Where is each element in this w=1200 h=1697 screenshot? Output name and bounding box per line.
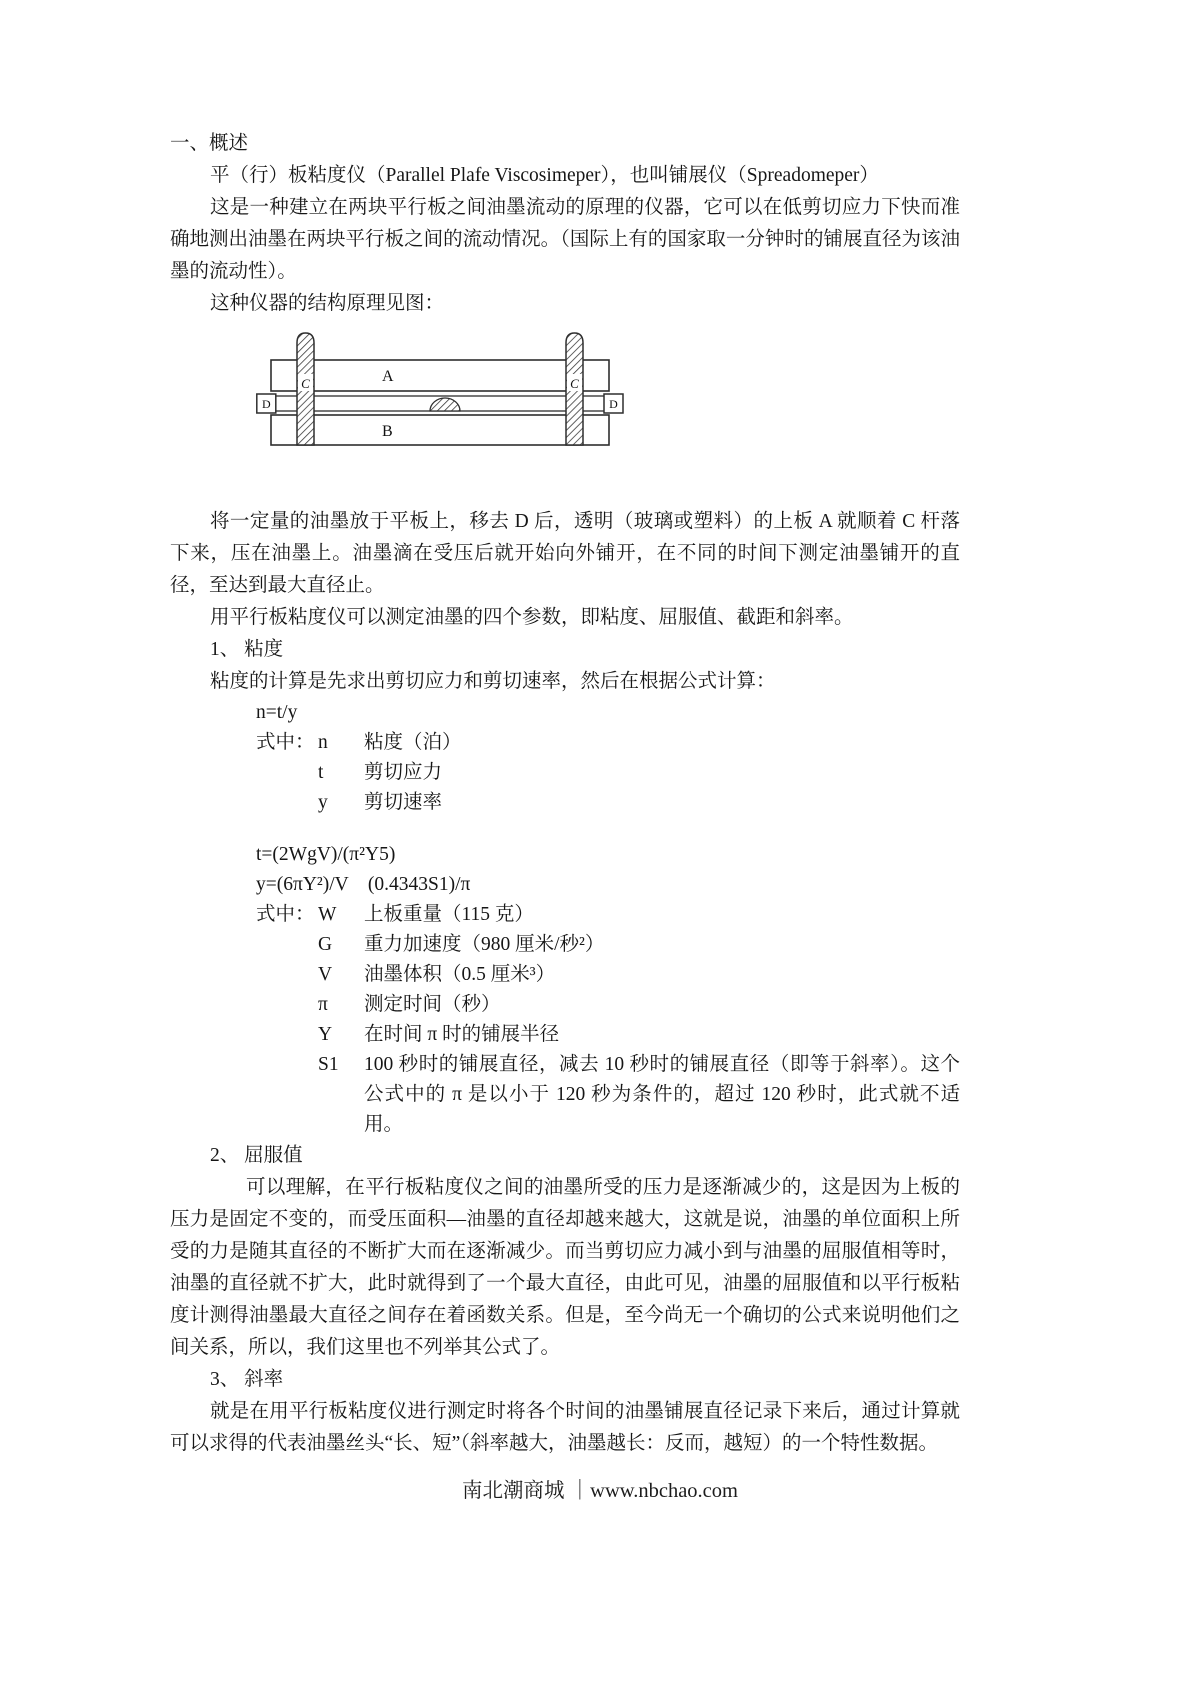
- para-parameters: 用平行板粘度仪可以测定油墨的四个参数，即粘度、屈服值、截距和斜率。: [209, 607, 854, 628]
- page-footer: [0, 1473, 1200, 1503]
- diagram-label-rod-right: C: [570, 376, 579, 391]
- formula-shear-rate: y=(6πY²)/V (0.4343S1)/π: [256, 874, 471, 895]
- subsection-heading-yield: 2、 屈服值: [209, 1145, 303, 1166]
- where-row: [256, 1020, 960, 1050]
- para-viscosity-intro: 粘度的计算是先求出剪切应力和剪切速率，然后在根据公式计算：: [209, 671, 776, 692]
- where-row: [256, 960, 960, 990]
- apparatus-figure: [256, 330, 624, 462]
- section-heading: 一、概述: [170, 133, 249, 154]
- bottom-plate-shape: [271, 415, 609, 445]
- where-row: [256, 758, 960, 788]
- diagram-label-rod-left: C: [301, 376, 310, 391]
- where-desc: 100 秒时的铺展直径，减去 10 秒时的铺展直径（即等于斜率）。这个公式中的 π 是以小于 120 秒为条件的，超过 120 秒时，此式就不适用。: [364, 1054, 960, 1135]
- where-symbol: S1: [318, 1054, 339, 1075]
- diagram-label-bottom-plate: B: [382, 423, 393, 440]
- where-prefix: [256, 1050, 318, 1140]
- diagram-label-pin-left: D: [261, 397, 271, 411]
- diagram-label-pin-right: D: [609, 397, 618, 411]
- where-prefix: [256, 1020, 318, 1050]
- where-prefix: [256, 758, 318, 788]
- where-prefix: [256, 990, 318, 1020]
- where-row: [256, 990, 960, 1020]
- where-symbol: t: [318, 762, 324, 783]
- where-symbol: π: [318, 994, 328, 1015]
- where-row: [256, 900, 960, 930]
- where-desc: 粘度（泊）: [364, 732, 462, 753]
- where-row: [256, 728, 960, 758]
- top-plate-shape: [271, 360, 609, 391]
- where-symbol: G: [318, 934, 333, 955]
- para-operation: 将一定量的油墨放于平板上，移去 D 后，透明（玻璃或塑料）的上板 A 就顺着 C 杆落下来，压在油墨上。油墨滴在受压后就开始向外铺开，在不同的时间下测定油墨铺开的直径，至达到最大直径止。: [170, 511, 960, 596]
- where-symbol: Y: [318, 1024, 333, 1045]
- where-desc: 测定时间（秒）: [364, 994, 501, 1015]
- diagram-label-top-plate: A: [382, 368, 394, 385]
- where-symbol: n: [318, 732, 328, 753]
- where-row: [256, 1050, 960, 1140]
- where-symbol: W: [318, 904, 337, 925]
- where-desc: 重力加速度（980 厘米/秒²）: [364, 934, 605, 955]
- where-prefix: [256, 960, 318, 990]
- apparatus-diagram: [256, 330, 624, 462]
- where-symbol: V: [318, 964, 333, 985]
- para-slope: 就是在用平行板粘度仪进行测定时将各个时间的油墨铺展直径记录下来后，通过计算就可以求得的代表油墨丝头“长、短”（斜率越大，油墨越长：反而，越短）的一个特性数据。: [170, 1401, 960, 1454]
- subsection-heading-viscosity: 1、 粘度: [209, 639, 284, 660]
- formula-block-viscosity: [256, 698, 960, 1140]
- where-row: [256, 930, 960, 960]
- para-figure-intro: 这种仪器的结构原理见图：: [209, 293, 444, 314]
- formula-viscosity: n=t/y: [256, 702, 298, 723]
- formula-shear-stress: t=(2WgV)/(π²Y5): [256, 844, 396, 865]
- where-desc: 剪切速率: [364, 792, 443, 813]
- footer-text: 南北潮商城 ｜www.nbchao.com: [462, 1480, 738, 1502]
- where-symbol: y: [318, 792, 328, 813]
- document-body: [170, 128, 960, 1460]
- where-desc: 油墨体积（0.5 厘米³）: [364, 964, 556, 985]
- where-desc: 在时间 π 时的铺展半径: [364, 1024, 560, 1045]
- para-principle: 这是一种建立在两块平行板之间油墨流动的原理的仪器，它可以在低剪切应力下快而准确地测出油墨在两块平行板之间的流动情况。（国际上有的国家取一分钟时的铺展直径为该油墨的流动性）。: [170, 197, 960, 282]
- where-row: [256, 788, 960, 818]
- where-desc: 剪切应力: [364, 762, 443, 783]
- para-definition: 平（行）板粘度仪（Parallel Plafe Viscosimeper），也叫铺展仪（Spreadomeper）: [209, 165, 879, 186]
- subsection-heading-slope: 3、 斜率: [209, 1369, 284, 1390]
- where-prefix: 式中：: [256, 904, 315, 925]
- where-prefix: [256, 788, 318, 818]
- where-prefix: 式中：: [256, 732, 315, 753]
- para-yield: 可以理解，在平行板粘度仪之间的油墨所受的压力是逐渐减少的，这是因为上板的压力是固定不变的，而受压面积—油墨的直径却越来越大，这就是说，油墨的单位面积上所受的力是随其直径的不断扩大而在逐渐减少。而当剪切应力减小到与油墨的屈服值相等时，油墨的直径就不扩大，此时就得到了一个最大直径，由此可见，油墨的屈服值和以平行板粘度计测得油墨最大直径之间存在着函数关系。但是，至今尚无一个确切的公式来说明他们之间关系，所以，我们这里也不列举其公式了。: [170, 1177, 960, 1358]
- where-prefix: [256, 930, 318, 960]
- where-desc: 上板重量（115 克）: [364, 904, 534, 925]
